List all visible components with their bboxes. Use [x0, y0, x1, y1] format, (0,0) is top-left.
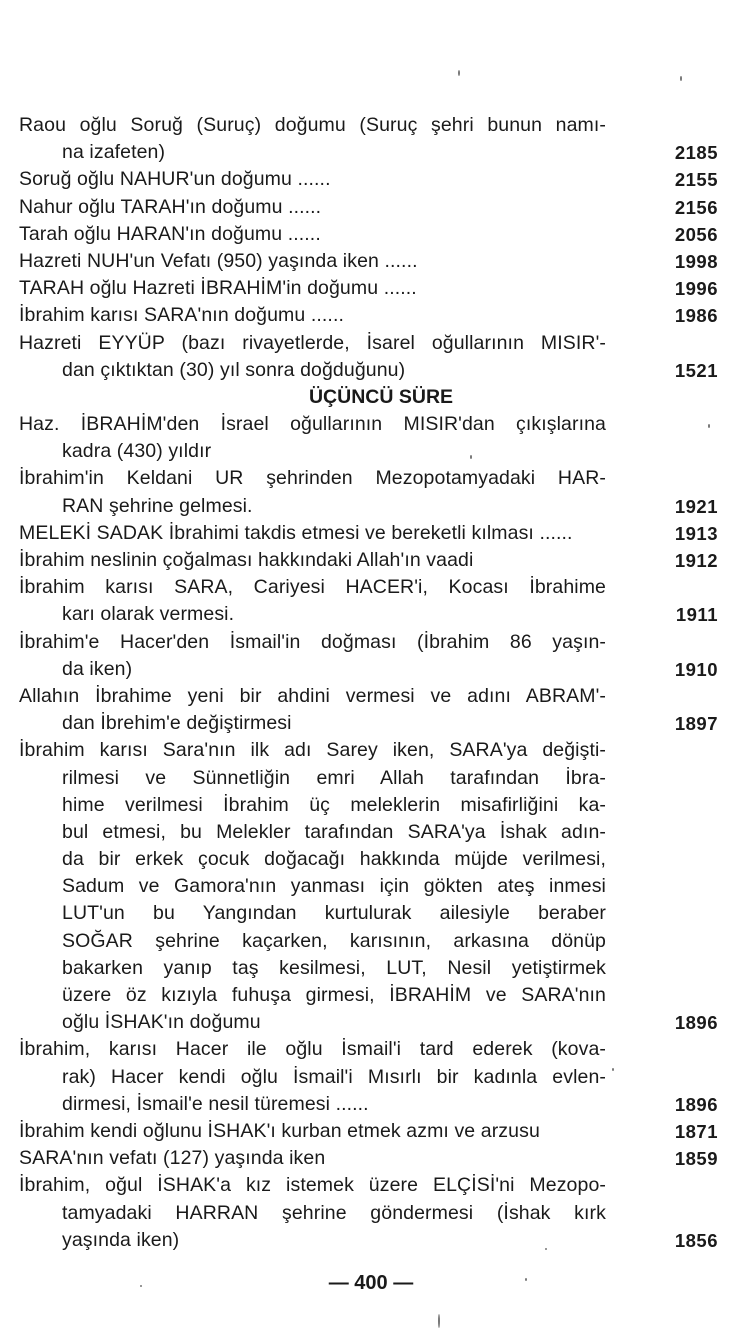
chronology-entry — [0, 1036, 742, 1118]
scan-speck — [458, 70, 460, 76]
entry-line: İbrahim, karısı Hacer ile oğlu İsmail'i tard ederek (kova- — [19, 1038, 606, 1061]
entry-line: SOĞAR şehrine kaçarken, karısının, arkasına dönüp — [62, 929, 606, 952]
scan-speck — [525, 1278, 527, 1281]
entry-line: dan İbrehim'e değiştirmesi 1897 — [0, 710, 742, 737]
entry-line: İbrahim kendi oğlunu İSHAK'ı kurban etmek azmı ve arzusu 1871 — [0, 1118, 742, 1145]
entry-line: bakarken yanıp taş kesilmesi, LUT, Nesil yetiştirmek — [62, 956, 606, 979]
year-number: 2056 — [674, 223, 718, 245]
chronology-entry — [0, 737, 742, 1036]
chronology-entry — [0, 166, 742, 193]
chronology-entry — [0, 411, 742, 465]
entry-line: LUT'un bu Yangından kurtulurak ailesiyle beraber — [62, 902, 606, 925]
year-number: 1896 — [674, 1093, 718, 1115]
chronology-entry — [0, 1118, 742, 1145]
entry-line: MELEKİ SADAK İbrahimi takdis etmesi ve bereketli kılması ...... 1913 — [0, 520, 742, 547]
entry-line: Allahın İbrahime yeni bir ahdini vermesi ve adını ABRAM'- — [19, 684, 606, 707]
scan-speck — [545, 1248, 547, 1250]
year-number: 1871 — [674, 1120, 718, 1142]
entry-line: İbrahim karısı SARA'nın doğumu ...... 1986 — [0, 302, 742, 329]
entry-line: rilmesi ve Sünnetliğin emri Allah tarafından İbra- — [62, 766, 606, 789]
entry-line: bul etmesi, bu Melekler tarafından SARA'ya İshak adın- — [62, 820, 606, 843]
entry-line: TARAH oğlu Hazreti İBRAHİM'in doğumu ...... 1996 — [0, 275, 742, 302]
year-number: 2185 — [674, 142, 718, 164]
entry-line: dan çıktıktan (30) yıl sonra doğduğunu) 1521 — [0, 357, 742, 384]
year-number: 1996 — [674, 278, 718, 300]
chronology-entry — [0, 248, 742, 275]
chronology-entry — [0, 221, 742, 248]
entry-line: RAN şehrine gelmesi. 1921 — [0, 493, 742, 520]
entry-line: İbrahim karısı SARA, Cariyesi HACER'i, Kocası İbrahime — [19, 576, 606, 599]
entry-line: İbrahim, oğul İSHAK'a kız istemek üzere ELÇİSİ'ni Mezopo- — [19, 1174, 606, 1197]
entry-line: İbrahim karısı Sara'nın ilk adı Sarey iken, SARA'ya değişti- — [19, 739, 606, 762]
chronology-entry — [0, 194, 742, 221]
entry-line: İbrahim'e Hacer'den İsmail'in doğması (İbrahim 86 yaşın- — [19, 630, 606, 653]
year-number: 1856 — [674, 1229, 718, 1251]
year-number: 1921 — [674, 495, 718, 517]
section-title: ÜÇÜNCÜ SÜRE — [308, 385, 454, 408]
entry-line: yaşında iken) 1856 — [0, 1227, 742, 1254]
entry-line: da iken) 1910 — [0, 656, 742, 683]
chronology-entry — [0, 465, 742, 519]
year-number: 1912 — [674, 550, 718, 571]
scan-speck — [708, 424, 710, 428]
entry-line: Haz. İBRAHİM'den İsrael oğullarının MISIR'dan çıkışlarına — [19, 413, 606, 436]
entry-line: karı olarak vermesi. 1911 — [0, 601, 742, 628]
chronology-entry — [0, 1172, 742, 1254]
entry-line: İbrahim'in Keldani UR şehrinden Mezopotamyadaki HAR- — [19, 467, 606, 490]
chronology-entry — [0, 629, 742, 683]
entry-line: da bir erkek çocuk doğacağı hakkında müjde verilmesi, — [62, 848, 606, 871]
entry-line: Hazreti EYYÜP (bazı rivayetlerde, İsarel oğullarının MISIR'- — [19, 331, 606, 354]
chronology-entry — [0, 302, 742, 329]
scan-speck — [680, 76, 682, 81]
scan-speck — [470, 455, 472, 459]
chronology-entry — [0, 330, 742, 384]
year-number: 2156 — [674, 196, 718, 218]
entry-line: dirmesi, İsmail'e nesil türemesi ...... 1896 — [0, 1091, 742, 1118]
entry-line: Hazreti NUH'un Vefatı (950) yaşında iken ...... 1998 — [0, 248, 742, 275]
entry-line: SARA'nın vefatı (127) yaşında iken 1859 — [0, 1145, 742, 1172]
entry-line: İbrahim neslinin çoğalması hakkındaki Allah'ın vaadi 1912 — [0, 547, 742, 574]
year-number: 1910 — [674, 658, 718, 680]
scan-speck — [612, 1068, 614, 1071]
year-number: 1998 — [674, 250, 718, 272]
scan-speck — [438, 1314, 440, 1328]
entry-line: Tarah oğlu HARAN'ın doğumu ...... 2056 — [0, 221, 742, 248]
entry-line: Nahur oğlu TARAH'ın doğumu ...... 2156 — [0, 194, 742, 221]
year-number: 1986 — [674, 305, 718, 327]
chronology-entry — [0, 574, 742, 628]
chronology-entry — [0, 520, 742, 547]
scan-speck — [140, 1285, 142, 1287]
chronology-list — [0, 112, 742, 1254]
year-number: 1911 — [675, 604, 718, 626]
year-number: 2155 — [674, 169, 718, 191]
entry-line: kadra (430) yıldır — [62, 440, 212, 463]
year-number: 1896 — [674, 1012, 718, 1034]
chronology-entry — [0, 275, 742, 302]
year-number: 1521 — [674, 359, 718, 381]
chronology-entry — [0, 547, 742, 574]
entry-line: tamyadaki HARRAN şehrine göndermesi (İshak kırk — [62, 1201, 606, 1224]
chronology-entry — [0, 683, 742, 737]
page-number: — 400 — — [328, 1272, 414, 1294]
entry-line: hime verilmesi İbrahim üç meleklerin misafirliğini ka- — [62, 793, 606, 816]
entry-line: Raou oğlu Soruğ (Suruç) doğumu (Suruç şehri bunun namı- — [19, 114, 606, 136]
year-number: 1897 — [674, 713, 718, 735]
entry-line: üzere öz kızıyla fuhuşa girmesi, İBRAHİM ve SARA'nın — [62, 984, 606, 1006]
entry-line: na izafeten) 2185 — [0, 139, 742, 166]
chronology-entry — [0, 112, 742, 166]
entry-line: Soruğ oğlu NAHUR'un doğumu ...... 2155 — [0, 166, 742, 193]
entry-line: Sadum ve Gamora'nın yanması için gökten ateş inmesi — [62, 875, 606, 898]
entry-line: oğlu İSHAK'ın doğumu 1896 — [0, 1009, 742, 1036]
chronology-entry — [0, 1145, 742, 1172]
year-number: 1913 — [674, 522, 718, 544]
year-number: 1859 — [674, 1148, 718, 1170]
entry-line: rak) Hacer kendi oğlu İsmail'i Mısırlı bir kadınla evlen- — [62, 1065, 606, 1088]
